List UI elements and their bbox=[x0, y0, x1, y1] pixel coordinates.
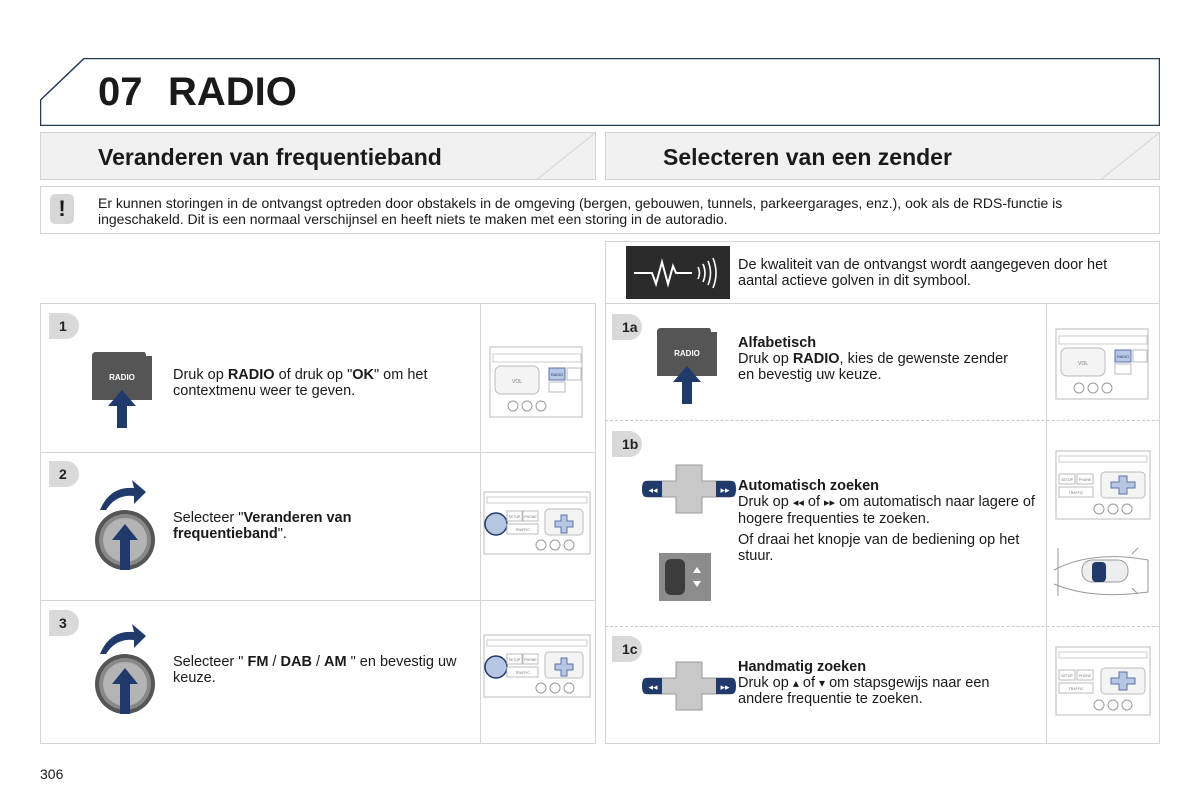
radio-console-knob-image bbox=[483, 491, 591, 560]
chapter-header bbox=[40, 58, 1160, 126]
radio-button-icon bbox=[90, 352, 154, 433]
directional-pad-seek-icon bbox=[642, 463, 736, 520]
step-3-text: Selecteer " FM / DAB / AM " en bevestig uw keuze. bbox=[173, 654, 457, 686]
radio-key-label: RADIO bbox=[674, 349, 700, 358]
page-number: 306 bbox=[40, 766, 64, 782]
steering-control-image bbox=[1052, 540, 1152, 607]
reception-quality-icon bbox=[626, 246, 730, 304]
svg-text:PHONE: PHONE bbox=[1078, 674, 1092, 678]
radio-console-knob-image bbox=[483, 634, 591, 703]
svg-text:RADIO: RADIO bbox=[550, 373, 564, 377]
column-divider bbox=[1046, 303, 1047, 744]
exclamation-icon: ! bbox=[50, 194, 74, 224]
step-1b-text: Automatisch zoeken Druk op ◂◂ of ▸▸ om automatisch naar lagere of hogere frequenties te zoeken. Of draai het knopje van de bediening op het stuur. bbox=[738, 478, 1038, 564]
svg-text:▸▸: ▸▸ bbox=[720, 683, 730, 693]
seek-back-icon: ◂◂ bbox=[792, 496, 804, 509]
chapter-title: RADIO bbox=[168, 70, 297, 114]
svg-text:PHONE: PHONE bbox=[1078, 478, 1092, 482]
radio-console-dpad-image bbox=[1055, 450, 1151, 525]
arrow-down-icon: ▾ bbox=[819, 676, 826, 690]
row-divider bbox=[605, 626, 1160, 627]
svg-text:TRAFFIC: TRAFFIC bbox=[1068, 491, 1084, 495]
step-badge: 2 bbox=[49, 461, 79, 487]
step-1a-title: Alfabetisch bbox=[738, 335, 817, 351]
rotary-knob-icon bbox=[92, 478, 158, 579]
section-corner-decoration bbox=[535, 133, 595, 180]
section-title-left: Veranderen van frequentieband bbox=[98, 144, 442, 170]
svg-text:TRAFFIC: TRAFFIC bbox=[515, 528, 530, 532]
svg-text:PHONE: PHONE bbox=[524, 658, 537, 662]
step-badge: 3 bbox=[49, 610, 79, 636]
svg-text:VOL: VOL bbox=[511, 379, 523, 385]
svg-text:SETUP: SETUP bbox=[508, 515, 521, 519]
svg-text:PHONE: PHONE bbox=[524, 515, 537, 519]
section-header-right bbox=[605, 132, 1160, 180]
step-1c-text: Handmatig zoeken Druk op ▴ of ▾ om stapsgewijs naar een andere frequentie te zoeken. bbox=[738, 659, 990, 707]
svg-text:◂◂: ◂◂ bbox=[648, 683, 658, 693]
arrow-up-icon: ▴ bbox=[792, 676, 799, 690]
directional-pad-step-icon bbox=[642, 660, 736, 717]
step-1b-title: Automatisch zoeken bbox=[738, 478, 879, 494]
step-2-text: Selecteer "Veranderen van frequentieband". bbox=[173, 510, 352, 542]
radio-console-image bbox=[489, 346, 583, 423]
step-1-text: Druk op RADIO of druk op "OK" om het contextmenu weer te geven. bbox=[173, 367, 428, 399]
svg-text:TRAFFIC: TRAFFIC bbox=[1068, 687, 1084, 691]
svg-text:VOL: VOL bbox=[1077, 361, 1089, 367]
row-divider bbox=[40, 600, 596, 601]
svg-text:◂◂: ◂◂ bbox=[648, 486, 658, 496]
step-1b-alt-text: Of draai het knopje van de bediening op het stuur. bbox=[738, 532, 1020, 564]
svg-text:TRAFFIC: TRAFFIC bbox=[515, 671, 530, 675]
reception-text: De kwaliteit van de ontvangst wordt aangegeven door het aantal actieve golven in dit symbool. bbox=[738, 257, 1108, 289]
section-corner-decoration bbox=[1099, 133, 1159, 180]
radio-button-icon bbox=[655, 328, 719, 409]
warning-text: Er kunnen storingen in de ontvangst optreden door obstakels in de omgeving (bergen, gebouwen, tunnels, parkeergarages, enz.), ook als de RDS-functie is ingeschakeld. Dit is een normaal verschijnsel en heeft niets te maken met een storing in de autoradio. bbox=[98, 195, 1063, 227]
section-header-left bbox=[40, 132, 596, 180]
step-badge: 1 bbox=[49, 313, 79, 339]
section-title-right: Selecteren van een zender bbox=[663, 144, 952, 170]
warning-box bbox=[40, 186, 1160, 234]
svg-text:▸▸: ▸▸ bbox=[720, 486, 730, 496]
radio-key-label: RADIO bbox=[109, 373, 135, 382]
row-divider bbox=[40, 452, 596, 453]
step-badge: 1a bbox=[612, 314, 642, 340]
svg-text:SETUP: SETUP bbox=[508, 658, 521, 662]
seek-forward-icon: ▸▸ bbox=[824, 496, 836, 509]
rotary-knob-icon bbox=[92, 622, 158, 723]
step-badge: 1b bbox=[612, 431, 642, 457]
chapter-number: 07 bbox=[98, 70, 143, 114]
step-badge: 1c bbox=[612, 636, 642, 662]
row-divider bbox=[605, 420, 1160, 421]
svg-text:SETUP: SETUP bbox=[1061, 478, 1073, 482]
svg-text:RADIO: RADIO bbox=[1116, 355, 1130, 359]
step-1a-text: Alfabetisch Druk op RADIO, kies de gewenste zender en bevestig uw keuze. bbox=[738, 335, 1009, 383]
steering-thumbwheel-icon bbox=[659, 553, 711, 606]
column-divider bbox=[480, 303, 481, 744]
radio-console-image bbox=[1055, 328, 1149, 405]
radio-console-dpad-image bbox=[1055, 646, 1151, 721]
svg-text:SETUP: SETUP bbox=[1061, 674, 1073, 678]
step-1c-title: Handmatig zoeken bbox=[738, 659, 867, 675]
